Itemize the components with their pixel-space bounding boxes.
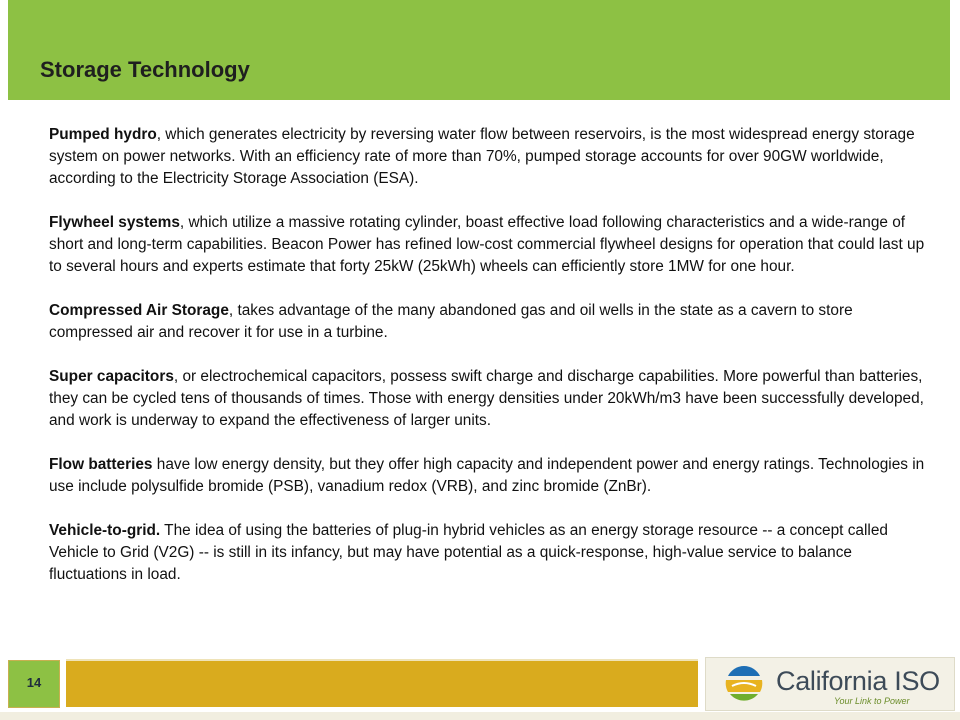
title-bar xyxy=(8,0,950,100)
logo-tagline: Your Link to Power xyxy=(834,696,910,706)
section-term: Compressed Air Storage xyxy=(49,302,229,319)
page-title: Storage Technology xyxy=(40,57,250,82)
page-number: 14 xyxy=(26,675,42,690)
section-text: , which generates electricity by reversing water flow between reservoirs, is the most widespread energy storage system on power networks. With an efficiency rate of more than 70%, pumped storage accounts for over 90GW worldwide, according to the Electricity Storage Association (ESA). xyxy=(49,126,915,187)
california-iso-logo-icon xyxy=(722,664,766,704)
section-paragraph xyxy=(49,366,929,432)
section-text: The idea of using the batteries of plug-in hybrid vehicles as an energy storage resource -- a concept called Vehicle to Grid (V2G) -- is still in its infancy, but may have potential as a quick-response, high-value service to balance fluctuations in load. xyxy=(49,522,888,583)
bottom-strip xyxy=(0,712,960,720)
section-term: Flywheel systems xyxy=(49,214,180,231)
section-paragraph xyxy=(49,520,929,586)
footer xyxy=(0,652,960,720)
section-term: Flow batteries xyxy=(49,456,153,473)
section-paragraph xyxy=(49,124,929,190)
section-paragraph xyxy=(49,300,929,344)
section-text: , or electrochemical capacitors, possess swift charge and discharge capabilities. More powerful than batteries, they can be cycled tens of thousands of times. Those with energy densities under 20kWh/m3 have been successfully developed, and work is underway to expand the effectiveness of larger units. xyxy=(49,368,924,429)
section-paragraph xyxy=(49,212,929,278)
section-term: Super capacitors xyxy=(49,368,174,385)
section-term: Pumped hydro xyxy=(49,126,157,143)
section-text: , which utilize a massive rotating cylinder, boast effective load following characteristics and a wide-range of short and long-term capabilities. Beacon Power has refined low-cost commercial flywheel designs for operation that could last up to several hours and experts estimate that forty 25kW (25kWh) wheels can efficiently store 1MW for one hour. xyxy=(49,214,925,275)
content-body xyxy=(49,124,929,608)
logo-panel xyxy=(705,657,955,711)
logo-name: California ISO xyxy=(776,666,940,696)
footer-bar xyxy=(66,659,698,707)
section-term: Vehicle-to-grid. xyxy=(49,522,161,539)
section-text: have low energy density, but they offer high capacity and independent power and energy ratings. Technologies in use include polysulfide bromide (PSB), vanadium redox (VRB), and zinc bromide (ZnBr). xyxy=(49,456,925,495)
page-number-box xyxy=(8,660,60,708)
section-paragraph xyxy=(49,454,929,498)
section-text: , takes advantage of the many abandoned gas and oil wells in the state as a cavern to store compressed air and recover it for use in a turbine. xyxy=(49,302,853,341)
